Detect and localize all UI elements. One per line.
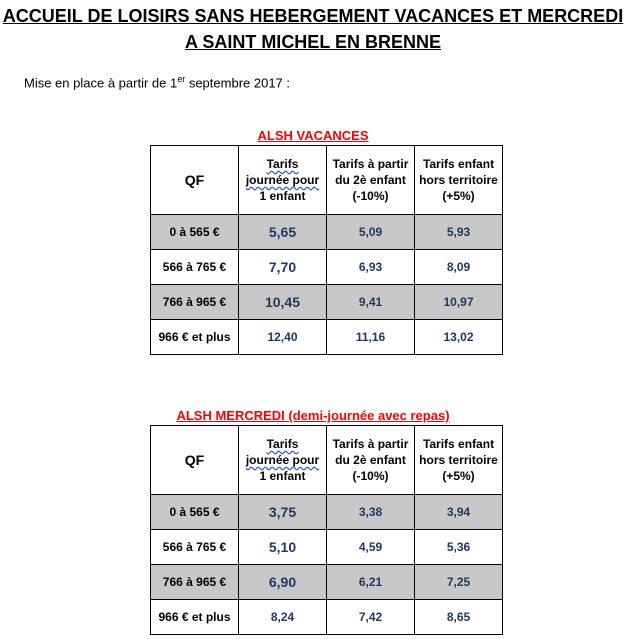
tarif-2e-cell: 6,93 [327, 250, 415, 285]
table-row [151, 530, 503, 565]
tarif-cell: 8,24 [239, 600, 327, 635]
intro-after: septembre 2017 : [185, 75, 291, 91]
header-col2-a: Tarifs [266, 437, 299, 451]
table-row [151, 565, 503, 600]
tarif-2e-cell: 4,59 [327, 530, 415, 565]
qf-cell: 566 à 765 € [151, 250, 239, 285]
intro-text [24, 74, 290, 90]
qf-cell: 766 à 965 € [151, 565, 239, 600]
table-mercredi [150, 425, 503, 635]
header-col4-b: hors territoire [419, 453, 498, 467]
header-col2-b: journée pour [245, 173, 320, 187]
tarif-hors-cell: 10,97 [415, 285, 503, 320]
tarif-cell: 7,70 [239, 250, 327, 285]
table-vacances [150, 145, 503, 355]
header-col4-c: (+5%) [442, 189, 475, 203]
header-tarif-2e-enfant [327, 426, 415, 495]
tarif-2e-cell: 11,16 [327, 320, 415, 355]
section-title-vacances: ALSH VACANCES [257, 128, 369, 143]
tarif-hors-cell: 5,36 [415, 530, 503, 565]
document-title-line2: A SAINT MICHEL EN BRENNE [184, 32, 442, 52]
header-tarif-journee [239, 426, 327, 495]
header-qf: QF [151, 426, 239, 495]
header-col2-c: 1 enfant [259, 469, 306, 483]
header-col3-b: du 2è enfant [335, 453, 406, 467]
table-row [151, 495, 503, 530]
tarif-cell: 12,40 [239, 320, 327, 355]
qf-cell: 0 à 565 € [151, 495, 239, 530]
header-tarif-hors-territoire [415, 426, 503, 495]
qf-cell: 766 à 965 € [151, 285, 239, 320]
tarif-cell: 3,75 [239, 495, 327, 530]
tarif-cell: 5,10 [239, 530, 327, 565]
header-col4-a: Tarifs enfant [422, 157, 495, 171]
tarif-hors-cell: 8,65 [415, 600, 503, 635]
intro-sup: er [177, 74, 186, 84]
tarif-2e-cell: 6,21 [327, 565, 415, 600]
intro-before: Mise en place à partir de 1 [24, 75, 178, 91]
tarif-hors-cell: 3,94 [415, 495, 503, 530]
header-col4-a: Tarifs enfant [422, 437, 495, 451]
tarif-hors-cell: 7,25 [415, 565, 503, 600]
table-header-row [151, 426, 503, 495]
tarif-cell: 10,45 [239, 285, 327, 320]
header-col2-c: 1 enfant [259, 189, 306, 203]
section-title-mercredi: ALSH MERCREDI (demi-journée avec repas) [176, 408, 450, 423]
qf-cell: 566 à 765 € [151, 530, 239, 565]
header-col3-c: (-10%) [352, 189, 389, 203]
tarif-cell: 5,65 [239, 215, 327, 250]
table-header-row [151, 146, 503, 215]
table-row [151, 285, 503, 320]
header-tarif-2e-enfant [327, 146, 415, 215]
tarif-2e-cell: 7,42 [327, 600, 415, 635]
tarif-2e-cell: 3,38 [327, 495, 415, 530]
tarif-hors-cell: 5,93 [415, 215, 503, 250]
table-row [151, 600, 503, 635]
header-col3-c: (-10%) [352, 469, 389, 483]
header-tarif-journee [239, 146, 327, 215]
tarif-2e-cell: 9,41 [327, 285, 415, 320]
header-col4-b: hors territoire [419, 173, 498, 187]
tarif-hors-cell: 13,02 [415, 320, 503, 355]
tarif-hors-cell: 8,09 [415, 250, 503, 285]
qf-cell: 966 € et plus [151, 600, 239, 635]
header-qf: QF [151, 146, 239, 215]
document-title-line1: ACCUEIL DE LOISIRS SANS HEBERGEMENT VACANCES ET MERCREDI [2, 6, 624, 26]
header-col3-a: Tarifs à partir [332, 157, 409, 171]
qf-cell: 0 à 565 € [151, 215, 239, 250]
table-row [151, 320, 503, 355]
tarif-cell: 6,90 [239, 565, 327, 600]
header-col2-b: journée pour [245, 453, 320, 467]
header-col2-a: Tarifs [266, 157, 299, 171]
header-col3-b: du 2è enfant [335, 173, 406, 187]
table-row [151, 215, 503, 250]
table-row [151, 250, 503, 285]
qf-cell: 966 € et plus [151, 320, 239, 355]
header-tarif-hors-territoire [415, 146, 503, 215]
header-col4-c: (+5%) [442, 469, 475, 483]
header-col3-a: Tarifs à partir [332, 437, 409, 451]
tarif-2e-cell: 5,09 [327, 215, 415, 250]
